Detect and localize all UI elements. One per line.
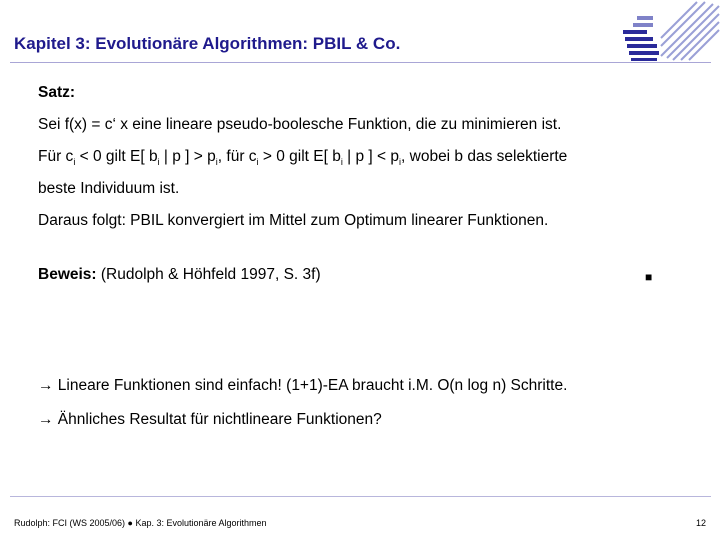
conclusion-line: Daraus folgt: PBIL konvergiert im Mittel zum Optimum linearer Funktionen. xyxy=(38,212,549,229)
text-segment: , für c xyxy=(217,148,257,165)
text-segment: , wobei b das selektierte xyxy=(401,148,568,165)
satz-label: Satz: xyxy=(38,84,76,101)
theorem-line-2 xyxy=(38,148,567,167)
proof-line xyxy=(38,266,321,284)
qed-symbol: ■ xyxy=(645,270,653,284)
text-segment: > 0 gilt E[ b xyxy=(258,148,341,165)
proof-label: Beweis: xyxy=(38,266,97,283)
header-divider xyxy=(10,62,711,63)
subscript: i xyxy=(340,157,343,168)
subscript: i xyxy=(157,157,160,168)
arrow-line-2: → Ähnliches Resultat für nichtlineare Funktionen? xyxy=(38,411,382,428)
proof-reference: (Rudolph & Höhfeld 1997, S. 3f) xyxy=(96,266,321,283)
theorem-line-1: Sei f(x) = c‘ x eine lineare pseudo-boolesche Funktion, die zu minimieren ist. xyxy=(38,116,562,133)
arrow-line-1: → Lineare Funktionen sind einfach! (1+1)-EA braucht i.M. O(n log n) Schritte. xyxy=(38,377,568,394)
subscript: i xyxy=(399,157,402,168)
theorem-line-3: beste Individuum ist. xyxy=(38,180,180,197)
subscript: i xyxy=(215,157,218,168)
footer-divider xyxy=(10,496,711,497)
text-segment: | p ] > p xyxy=(159,148,216,165)
footer-left: Rudolph: FCI (WS 2005/06) ● Kap. 3: Evolutionäre Algorithmen xyxy=(14,518,267,528)
subscript: i xyxy=(256,157,259,168)
text-segment: | p ] < p xyxy=(342,148,400,165)
university-logo-icon xyxy=(621,0,720,62)
subscript: i xyxy=(73,157,76,168)
text-segment: Für c xyxy=(38,148,74,165)
page-title: Kapitel 3: Evolutionäre Algorithmen: PBIL & Co. xyxy=(14,34,401,53)
text-segment: < 0 gilt E[ b xyxy=(75,148,158,165)
page-number: 12 xyxy=(696,518,707,528)
